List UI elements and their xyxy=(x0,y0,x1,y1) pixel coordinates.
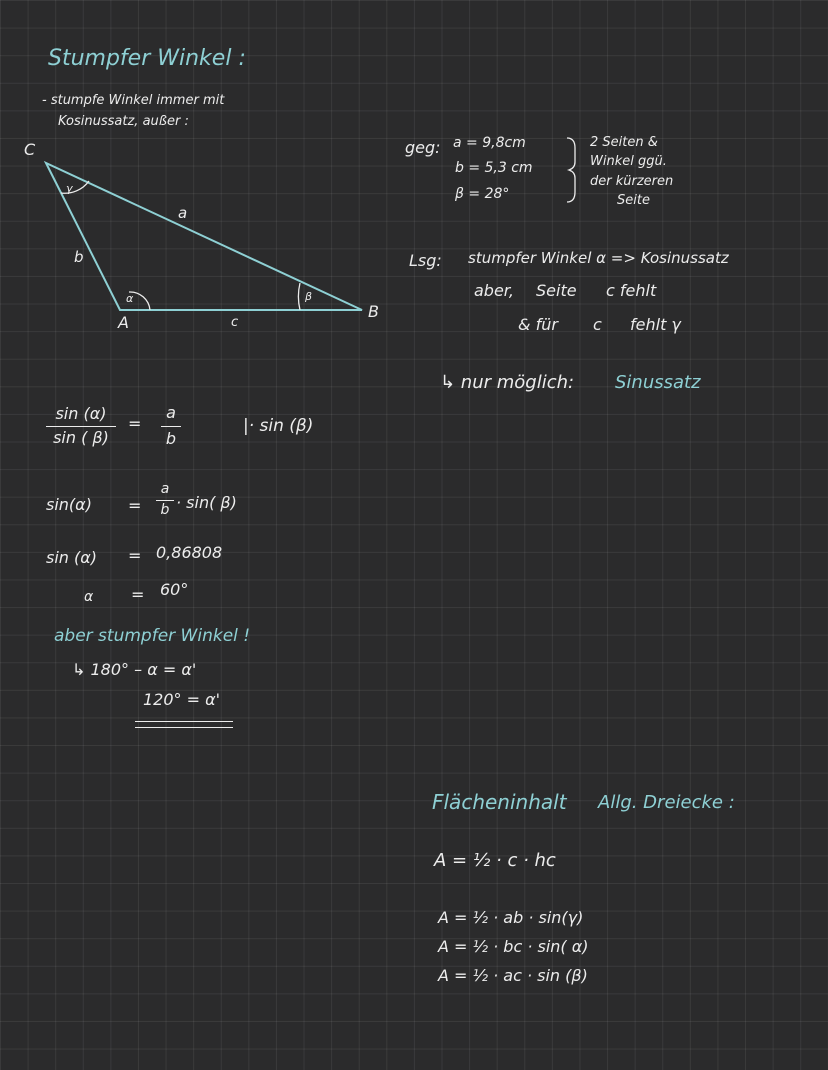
frac2-numerator: a xyxy=(166,403,176,422)
area-title: Flächeninhalt xyxy=(432,790,567,814)
frac1-numerator: sin (α) xyxy=(55,404,107,423)
side-b-label: b xyxy=(74,248,84,266)
solution-line-2a: aber, xyxy=(474,281,514,300)
given-b: b = 5,3 cm xyxy=(455,160,533,176)
page-title: Stumpfer Winkel : xyxy=(48,46,246,71)
area-formula-3: A = ½ · ac · sin (β) xyxy=(438,966,588,985)
row2-denominator: b xyxy=(160,502,170,518)
given-note-3: der kürzeren xyxy=(590,174,674,189)
solution-line-2c: c fehlt xyxy=(606,281,657,300)
sinussatz-label: Sinussatz xyxy=(615,372,701,393)
vertex-b-label: B xyxy=(368,302,379,321)
equals-1: = xyxy=(128,414,142,433)
row4-lhs: α xyxy=(84,589,94,605)
area-formula-2: A = ½ · bc · sin( α) xyxy=(438,937,589,956)
solution-line-3c: fehlt γ xyxy=(630,315,681,334)
solution-label: Lsg: xyxy=(409,251,442,270)
row4-rhs: 60° xyxy=(160,580,189,599)
area-main-formula: A = ½ · c · hc xyxy=(434,850,556,871)
angle-beta-label: β xyxy=(305,290,313,303)
intro-line-2: Kosinussatz, außer : xyxy=(58,114,189,129)
given-beta: β = 28° xyxy=(455,186,510,202)
given-note-2: Winkel ggü. xyxy=(590,154,667,169)
row3-rhs: 0,86808 xyxy=(156,543,223,562)
intro-line-1: - stumpfe Winkel immer mit xyxy=(42,93,225,108)
vertex-c-label: C xyxy=(24,140,36,159)
obtuse-note: aber stumpfer Winkel ! xyxy=(54,626,251,646)
solution-line-1: stumpfer Winkel α => Kosinussatz xyxy=(468,249,729,267)
row2-rhs: · sin( β) xyxy=(176,493,237,512)
angle-alpha-label: α xyxy=(126,292,134,305)
vertex-a-label: A xyxy=(118,313,129,332)
row2-lhs: sin(α) xyxy=(46,495,92,514)
side-c-label: c xyxy=(231,315,239,330)
solution-line-3b: c xyxy=(593,315,602,334)
equals-2: = xyxy=(128,496,142,515)
given-note-4: Seite xyxy=(617,193,650,208)
side-a-label: a xyxy=(178,204,188,222)
solution-line-3a: & für xyxy=(518,315,558,334)
frac2-denominator: b xyxy=(165,429,177,448)
row5: ↳ 180° – α = α' xyxy=(72,660,197,679)
area-formula-1: A = ½ · ab · sin(γ) xyxy=(438,908,584,927)
given-note-1: 2 Seiten & xyxy=(590,135,658,150)
equals-3: = xyxy=(128,546,142,565)
row2-bar xyxy=(156,500,174,501)
double-underline-1 xyxy=(135,721,233,722)
frac2-bar xyxy=(161,426,181,427)
equals-4: = xyxy=(131,585,145,604)
double-underline-2 xyxy=(135,727,233,728)
frac1-denominator: sin ( β) xyxy=(53,428,109,447)
frac1-bar xyxy=(46,426,116,427)
solution-line-2b: Seite xyxy=(536,281,577,300)
solution-arrow-text: ↳ nur möglich: xyxy=(440,372,575,393)
operation-note: |· sin (β) xyxy=(243,416,314,436)
given-a: a = 9,8cm xyxy=(453,135,526,151)
row3-lhs: sin (α) xyxy=(46,548,98,567)
curly-brace xyxy=(567,138,575,202)
row2-numerator: a xyxy=(160,481,170,497)
angle-gamma-label: γ xyxy=(66,182,73,195)
given-label: geg: xyxy=(405,138,441,157)
row6-result: 120° = α' xyxy=(143,690,221,709)
area-title-2: Allg. Dreiecke : xyxy=(598,792,735,813)
